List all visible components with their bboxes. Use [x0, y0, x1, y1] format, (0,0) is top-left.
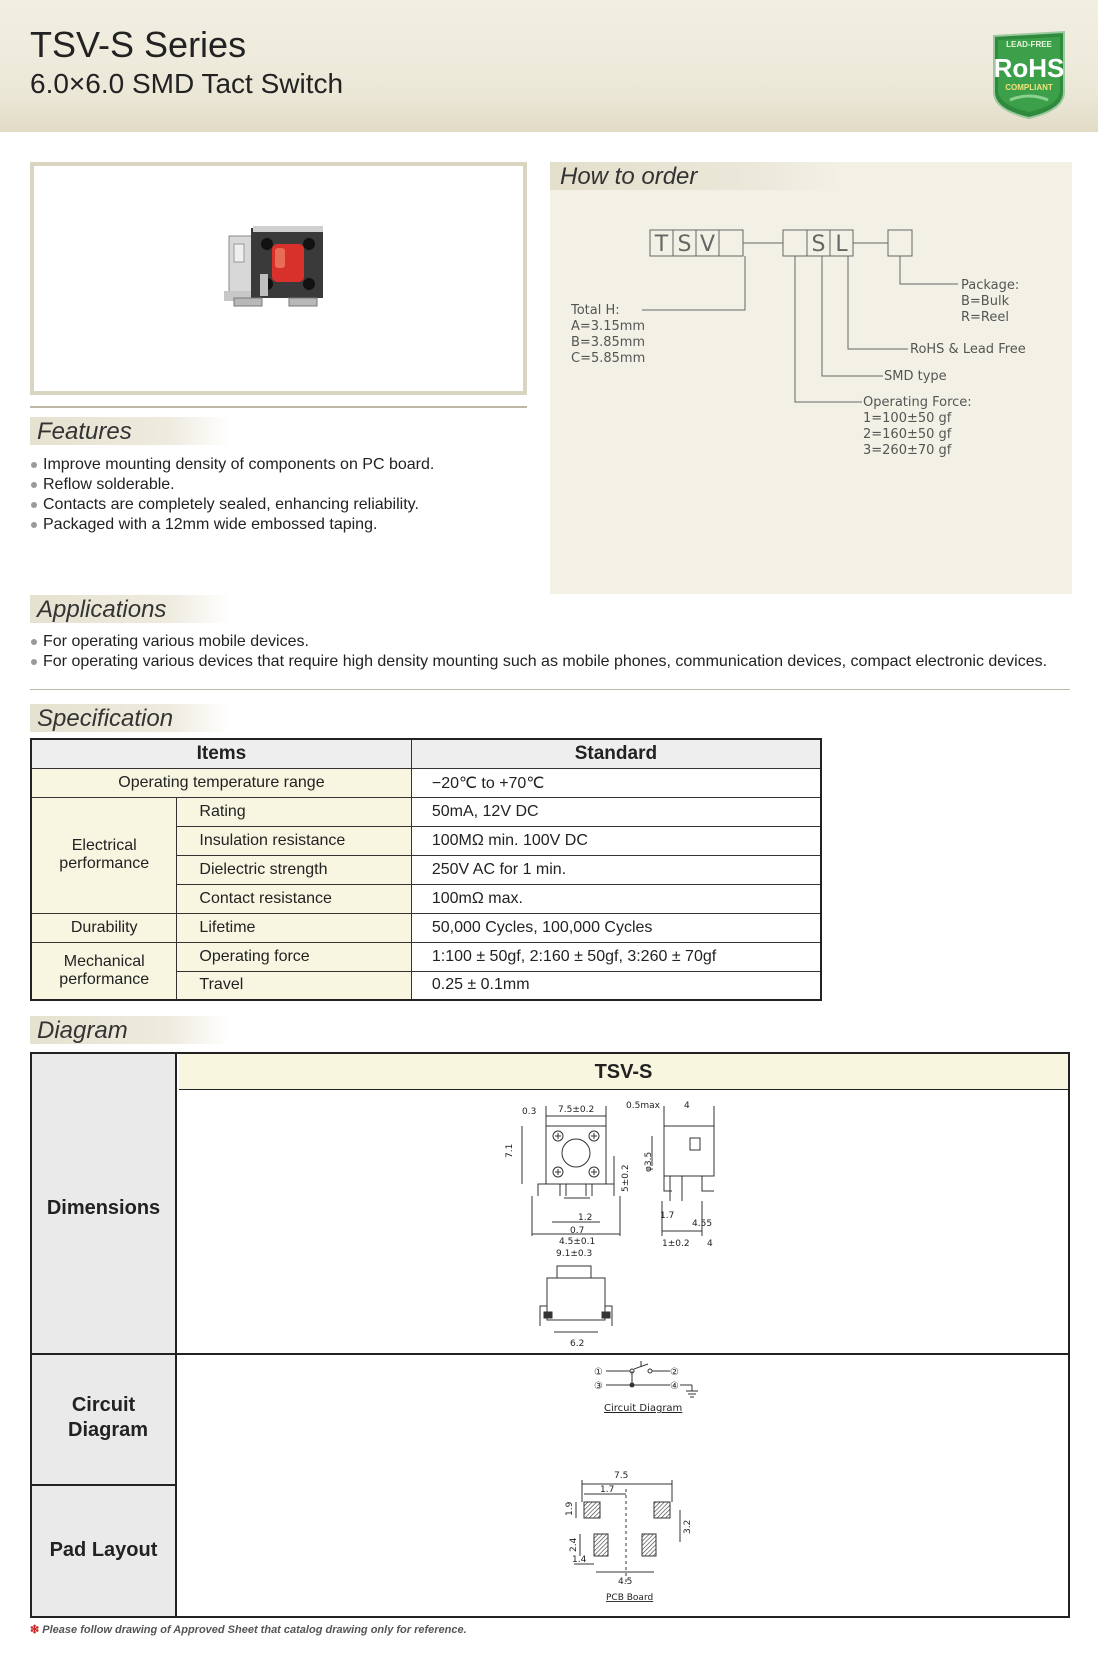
footnote-star-icon: ❇ [30, 1624, 40, 1636]
spec-value: 0.25 ± 0.1mm [411, 971, 821, 1000]
spec-value: 250V AC for 1 min. [411, 855, 821, 884]
applications-divider [30, 689, 1070, 690]
pad-dim-label: 7.5 [614, 1471, 629, 1481]
package-option-reel: R=Reel [961, 310, 1009, 325]
diagram-separator [32, 1353, 1068, 1355]
applications-title: Applications [37, 596, 167, 623]
package-option-bulk: B=Bulk [961, 294, 1010, 309]
applications-list [30, 632, 1047, 672]
spec-item: Dielectric strength [177, 855, 411, 884]
dim-label: 9.1±0.3 [556, 1249, 593, 1259]
how-to-order-title: How to order [560, 163, 698, 190]
tact-switch-photo-icon [34, 166, 523, 391]
spec-op-temp-value: −20℃ to +70℃ [411, 768, 821, 797]
code-box-1: T [654, 232, 669, 257]
diagram-model-header: TSV-S [179, 1054, 1068, 1090]
dim-label: 0.3 [522, 1107, 537, 1117]
diagram-table [30, 1052, 1070, 1618]
total-h-option-a: A=3.15mm [571, 319, 646, 334]
dim-label: 4 [684, 1101, 690, 1111]
spec-item: Operating force [177, 942, 411, 971]
spec-group-durability: Durability [31, 913, 177, 942]
pad-dim-label: 1.4 [572, 1555, 587, 1565]
diagram-heading [30, 1016, 230, 1044]
product-photo-frame [30, 162, 527, 395]
dim-label: 4.55 [692, 1219, 713, 1229]
smd-type-label: SMD type [884, 369, 947, 384]
dim-label: 5±0.2 [621, 1164, 631, 1192]
photo-divider [30, 406, 527, 408]
spec-value: 1:100 ± 50gf, 2:160 ± 50gf, 3:260 ± 70gf [411, 942, 821, 971]
operating-force-label: Operating Force: [863, 395, 972, 410]
rohs-top-text: LEAD-FREE [1006, 40, 1052, 49]
spec-group-mechanical: Mechanical performance [31, 942, 177, 1000]
rohs-badge-icon [990, 30, 1068, 120]
footnote-text: Please follow drawing of Approved Sheet that catalog drawing only for reference. [42, 1624, 467, 1636]
spec-group-electrical: Electrical performance [31, 797, 177, 913]
circuit-terminal: ② [670, 1367, 679, 1378]
dim-label: 4.5±0.1 [559, 1237, 596, 1247]
pad-dim-label: 1.9 [565, 1501, 575, 1516]
operating-force-option-2: 2=160±50 gf [863, 427, 952, 442]
features-item: Contacts are completely sealed, enhancing reliability. [30, 495, 434, 515]
circuit-diagram-drawing [592, 1359, 722, 1429]
circuit-terminal: ③ [594, 1381, 603, 1392]
applications-item: For operating various devices that require high density mounting such as mobile phones, communication devices, compact electronic devices. [30, 652, 1047, 672]
diagram-row-labels [32, 1054, 177, 1616]
code-box-3: V [699, 232, 716, 257]
total-h-option-c: C=5.85mm [571, 351, 646, 366]
page-title: TSV-S Series [30, 24, 247, 65]
features-item: Packaged with a 12mm wide embossed taping. [30, 515, 434, 535]
features-title: Features [37, 418, 132, 445]
dim-label: 1.2 [578, 1213, 593, 1223]
pad-layout-drawing [562, 1464, 722, 1609]
code-box-6: S [811, 232, 826, 257]
page-header [0, 0, 1098, 132]
diagram-title: Diagram [37, 1017, 128, 1044]
applications-item: For operating various mobile devices. [30, 632, 1047, 652]
pad-dim-label: 4.5 [618, 1577, 633, 1587]
specification-table [30, 738, 822, 1001]
spec-header-standard: Standard [411, 739, 821, 768]
code-box-2: S [677, 232, 692, 257]
rohs-bottom-text: COMPLIANT [1005, 83, 1053, 92]
dim-label: 7.1 [505, 1143, 515, 1158]
package-label: Package: [961, 278, 1020, 293]
code-box-7: L [835, 232, 848, 257]
pad-dim-label: 1.7 [600, 1485, 615, 1495]
features-heading [30, 417, 230, 445]
pad-dim-label: 2.4 [569, 1537, 579, 1552]
diagram-label-dimensions: Dimensions [46, 1197, 161, 1219]
spec-value: 50mA, 12V DC [411, 797, 821, 826]
diagram-label-circuit: Circuit Diagram [68, 1394, 149, 1441]
features-item: Improve mounting density of components on PC board. [30, 455, 434, 475]
spec-op-temp-label: Operating temperature range [31, 768, 411, 797]
spec-header-items: Items [31, 739, 411, 768]
spec-value: 100mΩ max. [411, 884, 821, 913]
diagram-label-pad-layout: Pad Layout [49, 1539, 158, 1561]
dim-label: 7.5±0.2 [558, 1105, 595, 1115]
operating-force-option-1: 1=100±50 gf [863, 411, 952, 426]
applications-heading [30, 595, 230, 623]
circuit-caption: Circuit Diagram [604, 1403, 683, 1414]
diagram-separator [32, 1484, 177, 1486]
spec-item: Lifetime [177, 913, 411, 942]
dim-label: 1±0.2 [662, 1239, 690, 1249]
dim-label: 1.7 [660, 1211, 675, 1221]
total-h-label: Total H: [571, 303, 620, 318]
dim-label: 4 [707, 1239, 713, 1249]
spec-item: Insulation resistance [177, 826, 411, 855]
features-item: Reflow solderable. [30, 475, 434, 495]
dim-label: 0.5max [626, 1101, 660, 1111]
spec-item: Contact resistance [177, 884, 411, 913]
specification-heading [30, 704, 230, 732]
footnote [30, 1623, 467, 1636]
dim-label: 6.2 [570, 1339, 585, 1349]
dimensions-drawing [502, 1096, 802, 1350]
spec-item: Travel [177, 971, 411, 1000]
pad-caption: PCB Board [606, 1593, 654, 1603]
rohs-lead-free-label: RoHS & Lead Free [910, 342, 1026, 357]
circuit-terminal: ① [594, 1367, 603, 1378]
circuit-terminal: ④ [670, 1381, 679, 1392]
spec-value: 50,000 Cycles, 100,000 Cycles [411, 913, 821, 942]
dim-label: 0.7 [570, 1226, 585, 1236]
spec-item: Rating [177, 797, 411, 826]
features-list [30, 455, 434, 535]
rohs-main-text: RoHS [993, 53, 1065, 83]
dim-label: φ3.5 [644, 1151, 654, 1172]
spec-value: 100MΩ min. 100V DC [411, 826, 821, 855]
order-code-diagram [550, 162, 1072, 594]
operating-force-option-3: 3=260±70 gf [863, 443, 952, 458]
page-subtitle: 6.0×6.0 SMD Tact Switch [30, 68, 344, 99]
specification-title: Specification [37, 705, 174, 732]
total-h-option-b: B=3.85mm [571, 335, 646, 350]
pad-dim-label: 3.2 [683, 1519, 693, 1534]
